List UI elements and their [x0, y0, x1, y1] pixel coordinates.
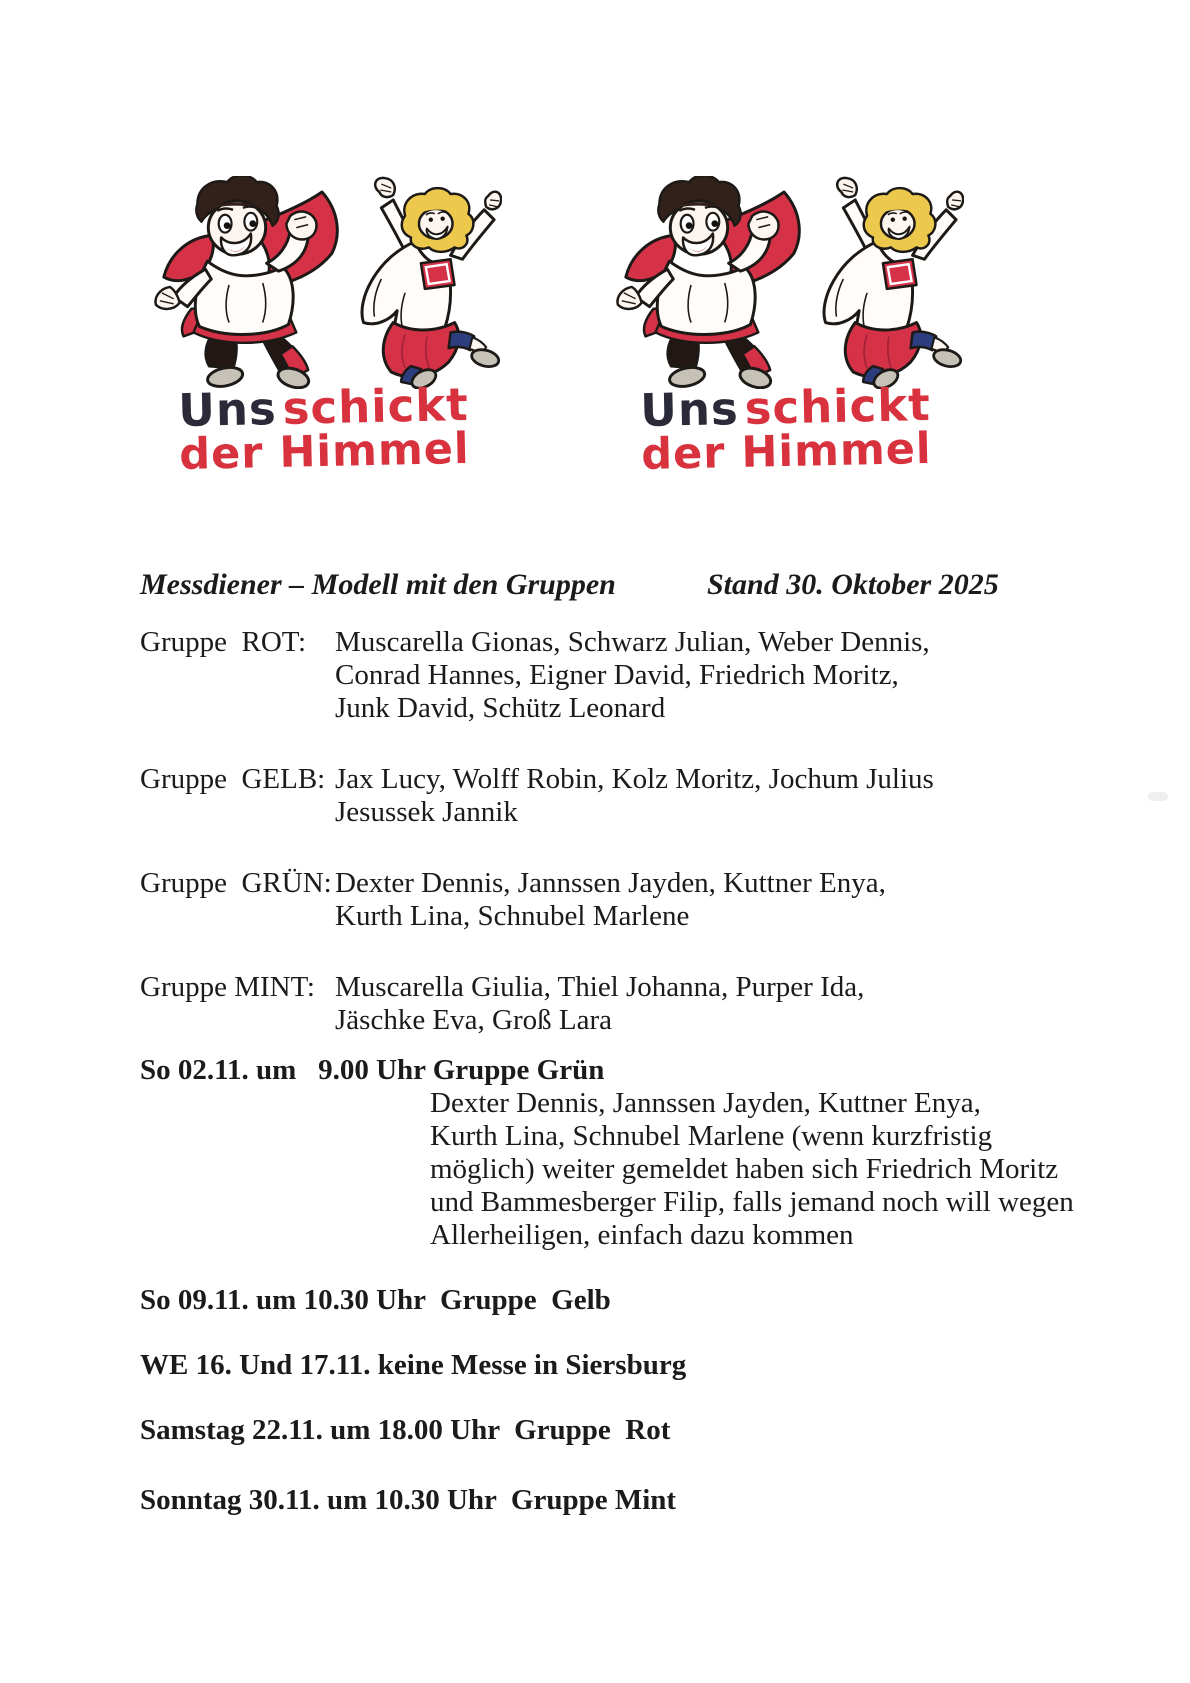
- group-row-gruen: [140, 867, 1100, 933]
- names-line: Kurth Lina, Schnubel Marlene: [335, 900, 690, 932]
- schedule-details: [430, 1087, 1140, 1252]
- title-row: [140, 568, 1100, 608]
- schedule-entry: [140, 1414, 1140, 1447]
- schedule-entry: [140, 1349, 1140, 1382]
- jumping-children-illustration: [146, 176, 502, 389]
- names-line: Muscarella Giulia, Thiel Johanna, Purper Ida,: [335, 971, 865, 1003]
- schedule-heading: So 02.11. um 9.00 Uhr Gruppe Grün: [140, 1054, 605, 1086]
- group-names: [335, 626, 930, 725]
- group-label: Gruppe ROT:: [140, 626, 307, 658]
- group-label: Gruppe GELB:: [140, 763, 326, 795]
- group-row-mint: [140, 971, 1100, 1037]
- detail-line: Dexter Dennis, Jannssen Jayden, Kuttner Enya,: [430, 1087, 981, 1119]
- group-names: [335, 867, 886, 933]
- uns-schickt-der-himmel-logo-right: [608, 176, 964, 480]
- logo-word-uns: Uns: [639, 381, 740, 438]
- logo-wordmark: [607, 377, 965, 480]
- schedule-entry: [140, 1484, 1140, 1517]
- schedule-heading: WE 16. Und 17.11. keine Messe in Siersburg: [140, 1349, 687, 1381]
- logo-wordmark-line2: der Himmel: [640, 423, 933, 480]
- detail-line: Kurth Lina, Schnubel Marlene (wenn kurzfristig: [430, 1120, 993, 1152]
- group-label: Gruppe MINT:: [140, 971, 315, 1003]
- jumping-children-illustration: [608, 176, 964, 389]
- uns-schickt-der-himmel-logo-left: [146, 176, 502, 480]
- logo-wordmark-line2: der Himmel: [178, 423, 471, 480]
- names-line: Jax Lucy, Wolff Robin, Kolz Moritz, Jochum Julius: [335, 763, 934, 795]
- schedule-heading: Sonntag 30.11. um 10.30 Uhr Gruppe Mint: [140, 1484, 677, 1516]
- detail-line: möglich) weiter gemeldet haben sich Friedrich Moritz: [430, 1153, 1059, 1185]
- schedule-entry: [140, 1054, 1140, 1252]
- document-date-stand: Stand 30. Oktober 2025: [707, 568, 999, 601]
- logo-word-schickt: schickt: [282, 377, 470, 435]
- names-line: Dexter Dennis, Jannssen Jayden, Kuttner Enya,: [335, 867, 886, 899]
- names-line: Jäschke Eva, Groß Lara: [335, 1004, 612, 1036]
- logo-row: [146, 176, 964, 480]
- names-line: Conrad Hannes, Eigner David, Friedrich Moritz,: [335, 659, 899, 691]
- names-line: Junk David, Schütz Leonard: [335, 692, 666, 724]
- group-label: Gruppe GRÜN:: [140, 867, 332, 899]
- groups-section: [140, 626, 1100, 1075]
- logo-word-schickt: schickt: [744, 377, 932, 435]
- document-title: Messdiener – Modell mit den Gruppen: [140, 568, 616, 601]
- group-row-rot: [140, 626, 1100, 725]
- schedule-entry: [140, 1284, 1140, 1317]
- schedule-section: [140, 1054, 1140, 1549]
- detail-line: und Bammesberger Filip, falls jemand noch will wegen: [430, 1186, 1074, 1218]
- group-names: [335, 971, 864, 1037]
- scan-artifact: [1148, 792, 1168, 801]
- group-row-gelb: [140, 763, 1100, 829]
- schedule-heading: So 09.11. um 10.30 Uhr Gruppe Gelb: [140, 1284, 611, 1316]
- logo-wordmark: [145, 377, 503, 480]
- detail-line: Allerheiligen, einfach dazu kommen: [430, 1219, 854, 1251]
- schedule-heading: Samstag 22.11. um 18.00 Uhr Gruppe Rot: [140, 1414, 671, 1446]
- names-line: Muscarella Gionas, Schwarz Julian, Weber Dennis,: [335, 626, 930, 658]
- group-names: [335, 763, 934, 829]
- logo-word-uns: Uns: [177, 381, 278, 438]
- names-line: Jesussek Jannik: [335, 796, 518, 828]
